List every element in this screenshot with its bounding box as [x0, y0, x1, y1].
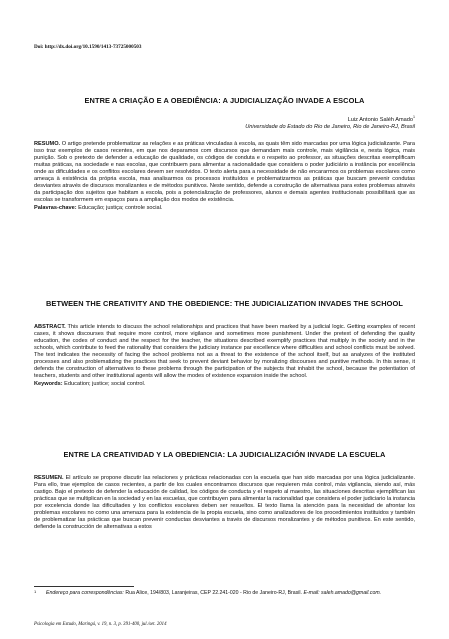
abstract-spanish: [34, 475, 415, 531]
author-footnote-marker[interactable]: 1: [413, 115, 415, 119]
doi-line[interactable]: Doi: http://dx.doi.org/10.1590/1413-73725000503: [34, 44, 142, 50]
abstract-english: [34, 324, 415, 388]
keywords-pt: [34, 205, 415, 212]
keywords-heading-en: Keywords:: [34, 380, 63, 387]
footnote-number: 1: [34, 589, 37, 594]
abstract-heading-en: ABSTRACT.: [34, 324, 66, 330]
title-spanish: ENTRE LA CREATIVIDAD Y LA OBEDIENCIA: LA JUDICIALIZACIÓN INVADE LA ESCUELA: [63, 450, 386, 459]
footnote: [34, 590, 415, 597]
footnote-divider: [34, 586, 134, 587]
title-english: BETWEEN THE CREATIVITY AND THE OBEDIENCE: THE JUDICIALIZATION INVADES THE SCHOOL: [45, 299, 403, 308]
abstract-heading-es: RESUMEN.: [34, 475, 64, 481]
footnote-email-label: E-mail:: [303, 590, 320, 596]
author-block: [245, 114, 415, 131]
keywords-en: [34, 381, 415, 388]
journal-footer: Psicologia em Estudo, Maringá, v. 19, n. 3, p. 391-400, jul./set. 2014: [34, 622, 167, 627]
keywords-heading-pt: Palavras-chave:: [34, 204, 77, 211]
title-portuguese: ENTRE A CRIAÇÃO E A OBEDIÊNCIA: A JUDICIALIZAÇÃO INVADE A ESCOLA: [84, 96, 365, 105]
footnote-email[interactable]: saleh.amado@gmail.com.: [321, 590, 382, 596]
footnote-label: Endereço para correspondências:: [46, 590, 124, 596]
author-name: Luiz Antonio Saléh Amado: [347, 116, 413, 123]
abstract-text-pt: O artigo pretende problematizar as relações e as práticas vinculadas à escola, as quais têm sido marcadas por uma lógica judicializante. Para isso traz exemplos de casos recentes, em que nos deparamos com discursos que demandam mais controle, mais vigilância e, nesta lógica, mais punição. Sob o pretexto de defender a educação de qualidade, os códigos de conduta e o respeito ao professor, as situações descritas exemplificam muitas práticas, na sociedade e nas escolas, que contribuem para alimentar a racionalidade que considera o poder judiciário a instância por excelência onde as dificuldades e os conflitos escolares devem ser resolvidos. O texto alerta para a necessidade de não encararmos os problemas escolares como ameaça à existência da própria escola, mas analisarmos os processos instituídos e problematizarmos as práticas que buscam prevenir condutas desviantes através de discursos moralizantes e de métodos punitivos. Neste sentido, defende a construção de alternativas para estes problemas através da participação dos sujeitos que habitam a escola, pois a potencialização de professores, alunos e demais agentes institucionais possibilitará que as escolas se transformem em espaços para a ampliação dos modos de existência.: [34, 141, 415, 203]
keywords-text-en: Education; justice; social control.: [64, 380, 146, 387]
abstract-heading-pt: RESUMO.: [34, 141, 61, 147]
abstract-portuguese: [34, 141, 415, 212]
abstract-text-es: El artículo se propone discutir las relaciones y prácticas relacionadas con la escuela que han sido marcadas por una lógica judicializante. Para ello, trae ejemplos de casos recientes, a partir de los cuales encontramos discursos que requieren más control, más vigilancia, siendo así, más castigo. Bajo el pretexto de defender la educación de calidad, los códigos de conducta y el respeto al maestro, las situaciones descritas ejemplifican las prácticas que se multiplican en la sociedad y en las escuelas, que contribuyen para alimentar la racionalidad que considera el poder judiciario la instancia por excelencia donde las dificultades y los conflictos escolares deben ser resueltos. El texto llama la atención para la necesidad de afrontar los problemas escolares no como una amenaza para la existencia de la propia escuela, sino como analizadores de los procedimientos instituidos y también de problematizar las prácticas que buscan prevenir conductas desviantes a través de discursos moralizantes y de métodos punitivos. En este sentido, defiende la construcción de alternativas a estos: [34, 475, 416, 530]
footnote-body: [34, 590, 415, 597]
keywords-text-pt: Educação; justiça; controle social.: [78, 204, 163, 211]
abstract-text-en: This article intends to discuss the school relationships and practices that have been marked by a judicial logic. Getting examples of recent cases, it shows discourses that require more control, more vigilance and sometimes more punishment. Under the pretext of defending the quality education, the codes of conduct and the respect for the teacher, the situations described exemplify practices that multiply in the society and in the schools, which contribute to feed the rationality that considers the judiciary instance par excellence where difficulties and school conflicts must be solved. The text indicates the necessity of facing the school problems not as a threat to the existence of the school itself, but as analyzes of the instituted processes and also problematizing the practices that seek to prevent deviant behavior by moralizing discourses and punitive methods. In this sense, it defends the construction of alternatives to these problems through the participation of the subjects that inhabit the school, because the potentiation of teachers, students and other institutional agents will allow the modes of existence expansion inside the school.: [34, 324, 416, 379]
author-affiliation: Universidade do Estado do Rio de Janeiro, Rio de Janeiro-RJ, Brasil: [245, 124, 415, 131]
footnote-text: Rua Alice, 194/803, Laranjeiras, CEP 22.241-020 - Rio de Janeiro-RJ, Brasil.: [125, 590, 302, 596]
